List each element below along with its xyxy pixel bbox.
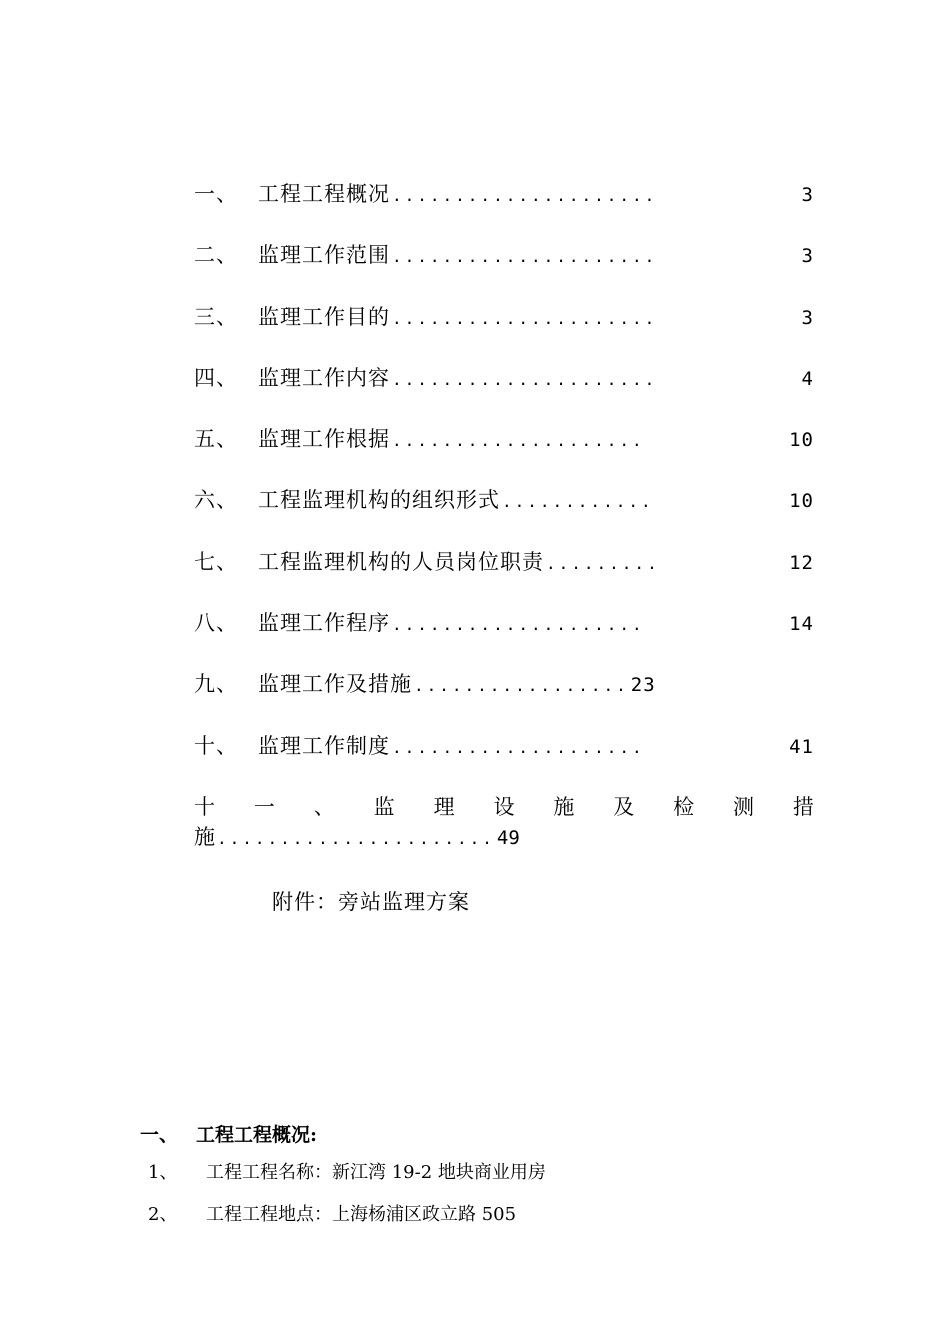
toc-entry-5[interactable] [194, 423, 814, 484]
toc-char: 施 [553, 794, 575, 819]
toc-char: 措 [792, 794, 814, 819]
toc-page-number: 10 [789, 490, 814, 513]
section-heading [140, 1120, 317, 1147]
toc-char: 测 [733, 794, 755, 819]
toc-entry-4[interactable] [194, 362, 814, 423]
toc-number: 十、 [194, 733, 238, 758]
toc-leader: .................... [392, 737, 645, 757]
item-number: 2、 [148, 1204, 178, 1225]
toc-title: 监理工作内容 [258, 365, 390, 390]
toc-title: 施 [194, 824, 215, 849]
item-number: 1、 [148, 1162, 178, 1183]
appendix-line: 附件：旁站监理方案 [272, 890, 470, 914]
toc-entry-3[interactable] [194, 301, 814, 362]
toc-leader: ..................... [392, 186, 658, 205]
toc-leader: ..................... [392, 247, 658, 267]
toc-leader: ......... [546, 553, 660, 573]
item-text: 工程工程名称：新江湾 19-2 地块商业用房 [206, 1162, 546, 1183]
toc-entry-7[interactable] [194, 546, 814, 607]
toc-title: 监理工作及措施 [258, 672, 412, 697]
toc-entry-11-continuation [194, 821, 814, 853]
toc-leader: ............ [502, 492, 654, 512]
toc-entry-11[interactable] [194, 791, 814, 853]
toc-leader: ..................... [392, 308, 658, 328]
toc-entry-8[interactable] [194, 607, 814, 668]
toc-number: 七、 [194, 549, 238, 574]
toc-leader: ..................... [392, 369, 658, 389]
toc-page-number: 49 [496, 826, 520, 849]
list-item [148, 1158, 546, 1184]
toc-title: 监理工作制度 [258, 733, 390, 758]
toc-char: 监 [373, 794, 395, 819]
toc-title: 工程监理机构的组织形式 [258, 488, 500, 513]
toc-entry-11-title-line [194, 791, 814, 821]
toc-char: 检 [673, 794, 695, 819]
toc-leader: ................. [414, 676, 629, 696]
toc-title: 监理工作范围 [258, 243, 390, 268]
section-number: 一、 [140, 1124, 179, 1146]
toc-page-number: 10 [789, 429, 814, 452]
toc-title: 监理工作目的 [258, 304, 390, 329]
toc-page-number: 41 [789, 735, 814, 758]
toc-entry-10[interactable] [194, 730, 814, 791]
toc-char: 一 [253, 794, 275, 819]
toc-leader: .................... [392, 615, 645, 635]
toc-title: 工程监理机构的人员岗位职责 [258, 549, 544, 574]
section-title: 工程工程概况: [196, 1124, 318, 1146]
toc-title: 监理工作根据 [258, 427, 390, 452]
toc-number: 一、 [194, 182, 238, 206]
toc-entry-2[interactable] [194, 239, 814, 300]
toc-page-number: 4 [801, 367, 814, 390]
toc-char: 十 [194, 794, 215, 819]
toc-entry-9[interactable] [194, 668, 814, 729]
toc-entry-6[interactable] [194, 484, 814, 545]
toc-title: 监理工作程序 [258, 611, 390, 636]
toc-char: 设 [493, 794, 515, 819]
toc-char: 及 [613, 794, 635, 819]
toc-number: 八、 [194, 611, 238, 636]
list-item [148, 1200, 516, 1226]
toc-number: 三、 [194, 304, 238, 329]
toc-page-number: 3 [801, 245, 814, 268]
toc-number: 二、 [194, 243, 238, 268]
toc-page-number: 3 [801, 306, 814, 329]
item-text: 工程工程地点：上海杨浦区政立路 505 [206, 1204, 517, 1225]
toc-page-number: 12 [789, 551, 814, 574]
toc-title: 工程工程概况 [258, 182, 390, 206]
toc-entry-1[interactable] [194, 178, 814, 239]
toc-page-number: 3 [801, 184, 814, 206]
toc-char: 理 [433, 794, 455, 819]
toc-leader: ...................... [217, 828, 495, 848]
toc-number: 九、 [194, 672, 238, 697]
toc-char: 、 [313, 794, 335, 819]
toc-page-number: 14 [789, 613, 814, 636]
toc-number: 五、 [194, 427, 238, 452]
toc-number: 四、 [194, 365, 238, 390]
toc-number: 六、 [194, 488, 238, 513]
toc-leader: .................... [392, 431, 645, 451]
toc-page-number: 23 [630, 674, 656, 697]
table-of-contents [194, 178, 814, 853]
